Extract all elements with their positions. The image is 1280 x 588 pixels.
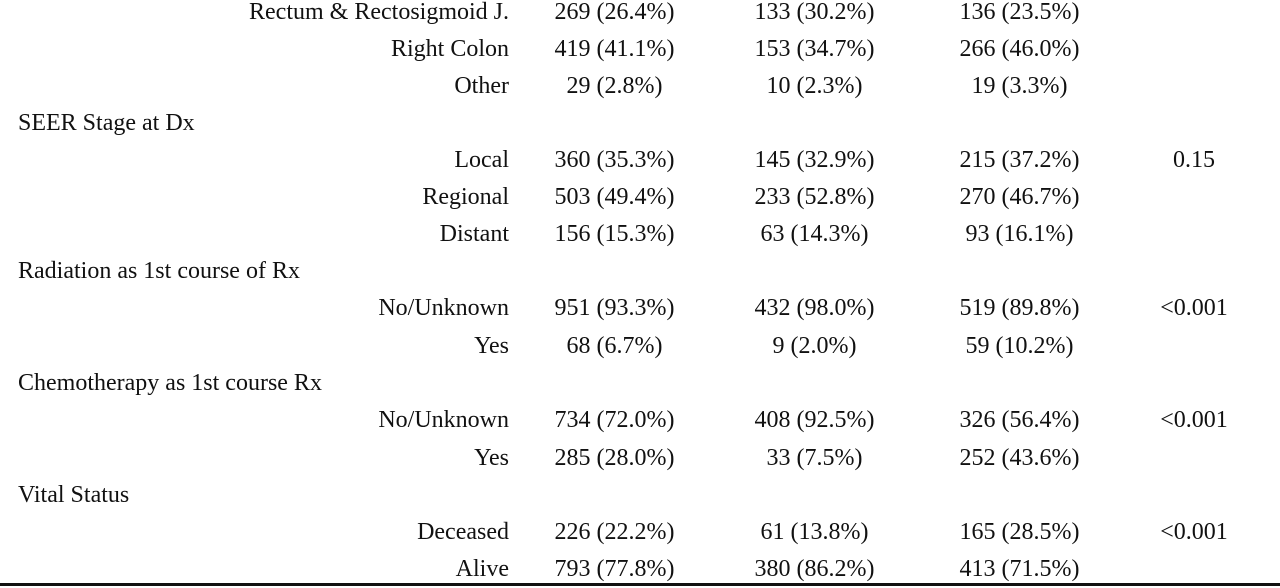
- section-label: SEER Stage at Dx: [18, 110, 195, 136]
- section-row: [0, 477, 1280, 514]
- table-row: [0, 440, 1280, 477]
- row-label: Yes: [474, 445, 509, 471]
- table-row: [0, 216, 1280, 253]
- table-row: [0, 514, 1280, 551]
- cell-group-1: 145 (32.9%): [754, 147, 875, 173]
- cell-total: 419 (41.1%): [554, 36, 675, 62]
- cell-group-2: 165 (28.5%): [959, 519, 1080, 545]
- table-row: [0, 402, 1280, 439]
- row-label: Other: [454, 73, 509, 99]
- row-label: Distant: [439, 221, 509, 247]
- row-label: Right Colon: [390, 36, 509, 62]
- cell-total: 951 (93.3%): [554, 295, 675, 321]
- cell-group-2: 413 (71.5%): [959, 556, 1080, 582]
- cell-total: 156 (15.3%): [554, 221, 675, 247]
- cell-group-1: 133 (30.2%): [754, 0, 875, 25]
- cell-p-value: <0.001: [1160, 519, 1228, 545]
- table-row: [0, 142, 1280, 179]
- table-row: [0, 328, 1280, 365]
- table-row: [0, 68, 1280, 105]
- section-label: Radiation as 1st course of Rx: [18, 258, 300, 284]
- cell-group-2: 266 (46.0%): [959, 36, 1080, 62]
- cell-group-1: 33 (7.5%): [766, 445, 863, 471]
- cell-group-1: 10 (2.3%): [766, 73, 863, 99]
- cell-total: 734 (72.0%): [554, 407, 675, 433]
- cell-group-2: 93 (16.1%): [965, 221, 1074, 247]
- cell-p-value: 0.15: [1173, 147, 1215, 173]
- cell-total: 793 (77.8%): [554, 556, 675, 582]
- row-label: Rectum & Rectosigmoid J.: [249, 0, 509, 25]
- cell-total: 285 (28.0%): [554, 445, 675, 471]
- cell-total: 503 (49.4%): [554, 184, 675, 210]
- cell-total: 29 (2.8%): [566, 73, 663, 99]
- table-row: [0, 179, 1280, 216]
- cell-group-2: 136 (23.5%): [959, 0, 1080, 25]
- cell-group-2: 252 (43.6%): [959, 445, 1080, 471]
- row-label: No/Unknown: [378, 407, 509, 433]
- row-label: Regional: [422, 184, 509, 210]
- section-row: [0, 105, 1280, 142]
- cell-total: 68 (6.7%): [566, 333, 663, 359]
- table-row: [0, 0, 1280, 31]
- cell-group-2: 326 (56.4%): [959, 407, 1080, 433]
- cell-p-value: <0.001: [1160, 295, 1228, 321]
- row-label: Local: [454, 147, 509, 173]
- cell-group-1: 63 (14.3%): [760, 221, 869, 247]
- cell-group-1: 233 (52.8%): [754, 184, 875, 210]
- row-label: No/Unknown: [378, 295, 509, 321]
- cell-group-2: 270 (46.7%): [959, 184, 1080, 210]
- row-label: Yes: [474, 333, 509, 359]
- table-row: [0, 31, 1280, 68]
- section-row: [0, 365, 1280, 402]
- cell-group-2: 215 (37.2%): [959, 147, 1080, 173]
- cell-group-2: 519 (89.8%): [959, 295, 1080, 321]
- cell-group-1: 153 (34.7%): [754, 36, 875, 62]
- cell-total: 360 (35.3%): [554, 147, 675, 173]
- cell-p-value: <0.001: [1160, 407, 1228, 433]
- cell-group-1: 380 (86.2%): [754, 556, 875, 582]
- section-row: [0, 253, 1280, 290]
- cell-group-2: 59 (10.2%): [965, 333, 1074, 359]
- cell-group-1: 432 (98.0%): [754, 295, 875, 321]
- cell-group-1: 408 (92.5%): [754, 407, 875, 433]
- cell-group-1: 9 (2.0%): [772, 333, 857, 359]
- section-label: Vital Status: [18, 482, 130, 508]
- table-row: [0, 290, 1280, 327]
- section-label: Chemotherapy as 1st course Rx: [18, 370, 322, 396]
- cell-total: 226 (22.2%): [554, 519, 675, 545]
- row-label: Deceased: [417, 519, 509, 545]
- cell-group-2: 19 (3.3%): [971, 73, 1068, 99]
- cell-group-1: 61 (13.8%): [760, 519, 869, 545]
- row-label: Alive: [455, 556, 509, 582]
- cell-total: 269 (26.4%): [554, 0, 675, 25]
- table-bottom-rule: [0, 583, 1280, 586]
